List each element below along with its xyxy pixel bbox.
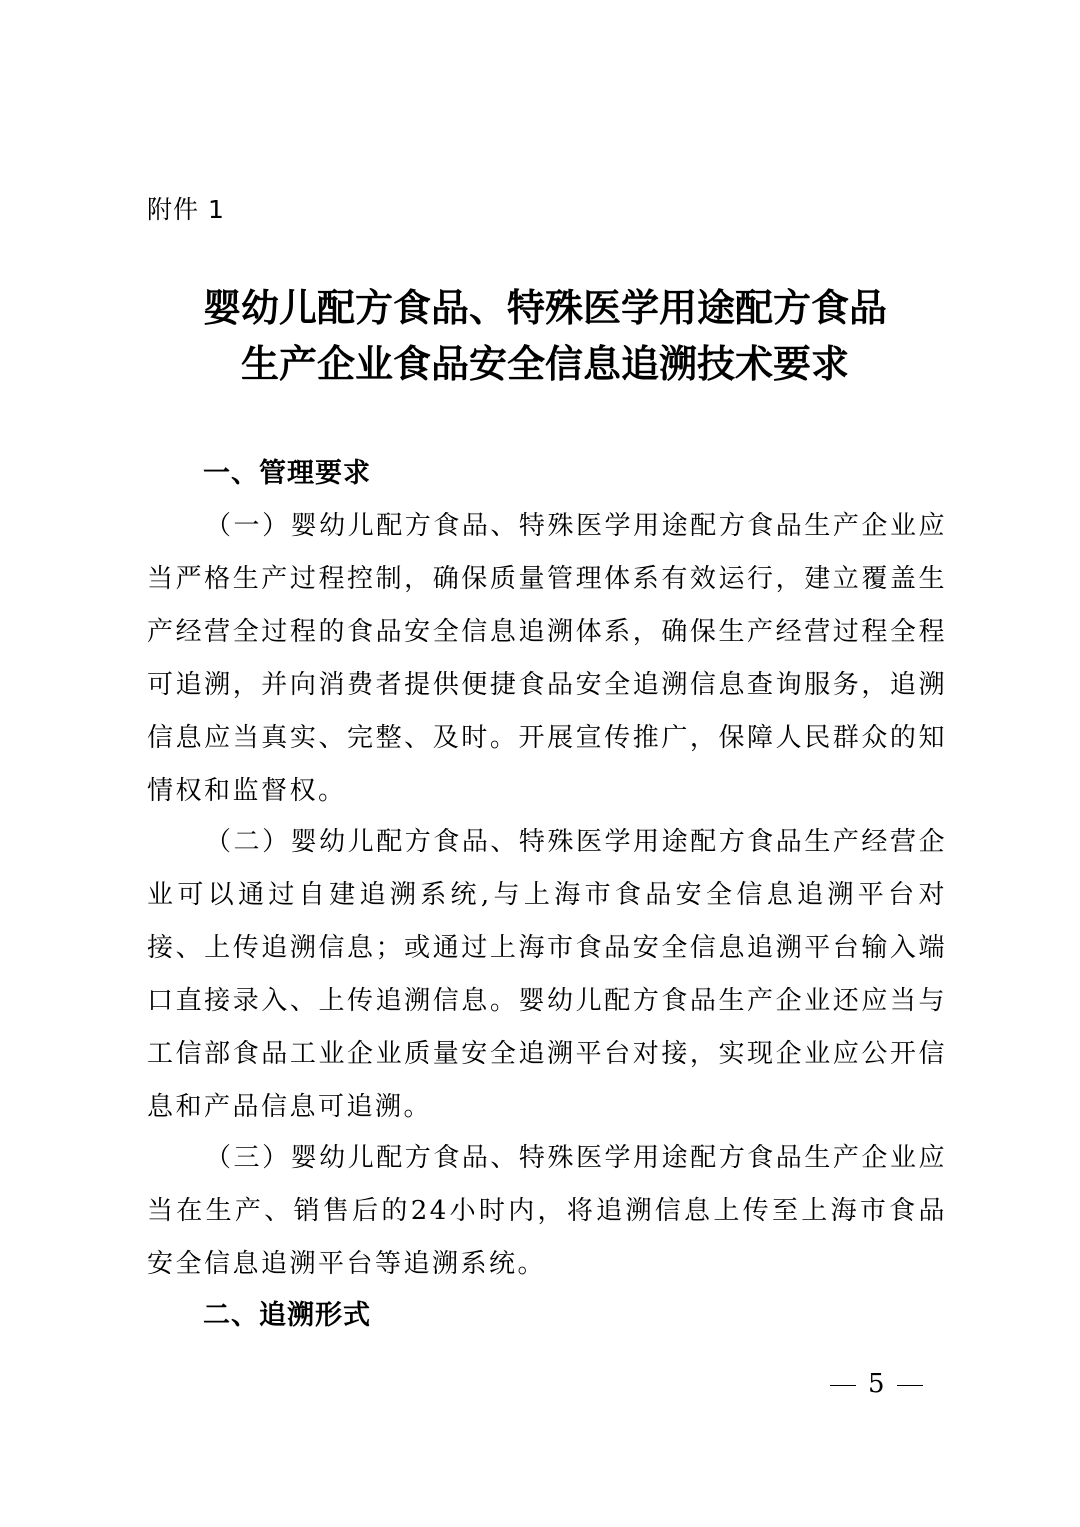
page-number-dash-right [897, 1385, 923, 1386]
attachment-label: 附件 1 [147, 195, 225, 224]
section-heading-management: 一、管理要求 [203, 458, 371, 489]
page-number-dash-left [830, 1385, 856, 1386]
paragraph-2: （二）婴幼儿配方食品、特殊医学用途配方食品生产经营企业可以通过自建追溯系统,与上海市食品安全信息追溯平台对接、上传追溯信息；或通过上海市食品安全信息追溯平台输入端口直接录入、上传追溯信息。婴幼儿配方食品生产企业还应当与工信部食品工业企业质量安全追溯平台对接，实现企业应公开信息和产品信息可追溯。 [147, 827, 947, 1122]
title-line-2: 生产企业食品安全信息追溯技术要求 [240, 342, 849, 386]
paragraph-1: （一）婴幼儿配方食品、特殊医学用途配方食品生产企业应当严格生产过程控制，确保质量管理体系有效运行，建立覆盖生产经营全过程的食品安全信息追溯体系，确保生产经营过程全程可追溯，并向消费者提供便捷食品安全追溯信息查询服务，追溯信息应当真实、完整、及时。开展宣传推广，保障人民群众的知情权和监督权。 [147, 511, 947, 806]
title-line-1: 婴幼儿配方食品、特殊医学用途配方食品 [202, 286, 887, 330]
document-title [140, 280, 950, 392]
paragraph-3: （三）婴幼儿配方食品、特殊医学用途配方食品生产企业应当在生产、销售后的24小时内，将追溯信息上传至上海市食品安全信息追溯平台等追溯系统。 [147, 1143, 947, 1279]
section-heading-traceability-form: 二、追溯形式 [203, 1300, 371, 1331]
page-number [830, 1366, 923, 1402]
page-number-value: 5 [868, 1369, 885, 1399]
